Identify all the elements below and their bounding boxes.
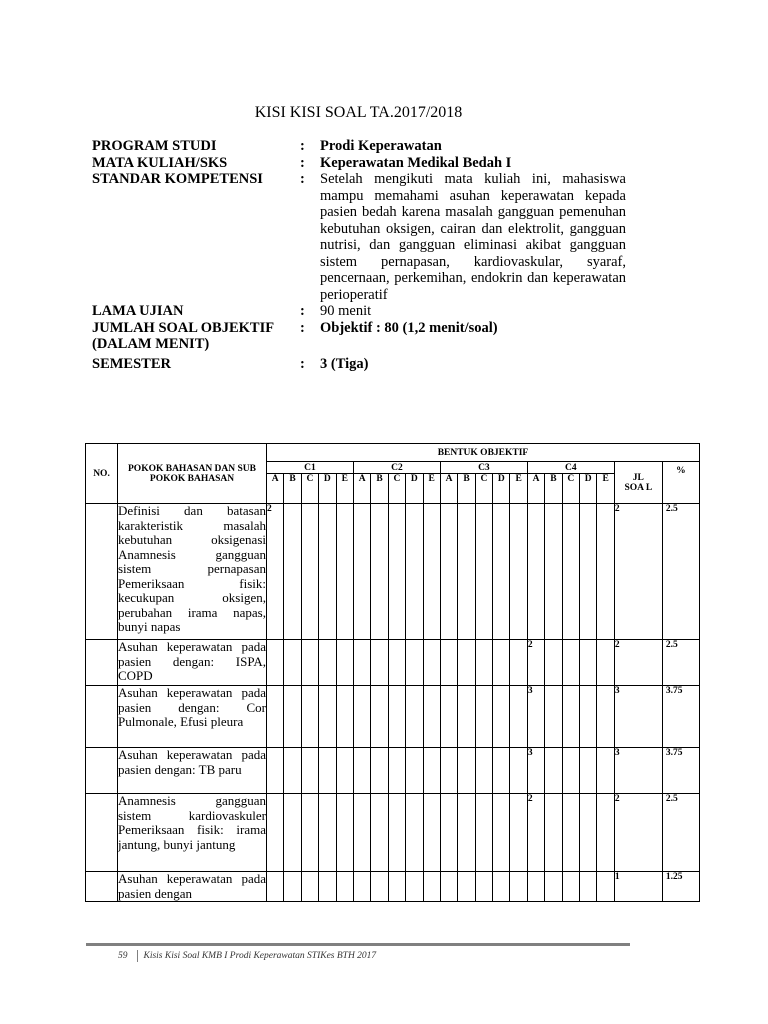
grid-cell [284,504,301,640]
row-number-cell [86,794,118,872]
grid-cell [284,748,301,794]
grid-cell [267,794,284,872]
grid-cell [371,872,388,902]
header-letter: A [440,474,457,504]
grid-cell [597,872,614,902]
grid-cell [458,794,475,872]
row-percent: 1.25 [662,872,699,902]
meta-colon: : [300,319,305,336]
grid-cell [423,794,440,872]
grid-cell [353,504,370,640]
header-letter: E [336,474,353,504]
grid-cell [423,686,440,748]
grid-cell [545,748,562,794]
meta-colon: : [300,154,305,171]
grid-cell [406,686,423,748]
row-number-cell [86,504,118,640]
table-row [86,872,700,902]
grid-cell [319,794,336,872]
grid-cell [580,748,597,794]
grid-cell [440,794,457,872]
row-percent: 3.75 [662,748,699,794]
grid-cell [440,748,457,794]
grid-cell [440,504,457,640]
meta-standar-kompetensi [92,171,626,303]
grid-cell [336,872,353,902]
grid-cell [319,748,336,794]
row-percent: 3.75 [662,686,699,748]
grid-cell [440,640,457,686]
grid-cell [597,640,614,686]
grid-cell [475,504,492,640]
grid-cell [319,640,336,686]
grid-cell [353,686,370,748]
grid-cell [562,640,579,686]
meta-value: Prodi Keperawatan [320,138,442,154]
grid-cell [597,794,614,872]
header-bentuk-objektif: BENTUK OBJEKTIF [267,444,700,462]
grid-cell [545,794,562,872]
footer-text: Kisis Kisi Soal KMB I Prodi Keperawatan STIKes BTH 2017 [143,951,377,961]
header-letter: C [301,474,318,504]
grid-cell [353,794,370,872]
grid-cell [301,504,318,640]
grid-cell [458,872,475,902]
grid-cell [475,748,492,794]
grid-cell [580,872,597,902]
header-letter: A [527,474,544,504]
row-number-cell [86,686,118,748]
meta-value: 3 (Tiga) [320,355,369,372]
grid-cell [545,872,562,902]
grid-cell [406,872,423,902]
grid-cell [562,748,579,794]
row-topic: Asuhan keperawatan pada pasien dengan: Cor Pulmonale, Efusi pleura [118,686,267,748]
grid-cell [510,794,527,872]
grid-cell [493,872,510,902]
grid-cell [597,686,614,748]
grid-cell [580,686,597,748]
grid-cell [406,794,423,872]
grid-cell [562,794,579,872]
grid-cell [423,504,440,640]
grid-cell [510,748,527,794]
grid-cell [388,794,405,872]
footer-separator [137,950,138,962]
grid-cell [319,872,336,902]
grid-cell [562,504,579,640]
grid-cell [267,640,284,686]
meta-label: MATA KULIAH/SKS [92,154,228,171]
row-jl-soal: 1 [614,872,662,902]
grid-cell [458,686,475,748]
grid-cell [423,748,440,794]
grid-cell [284,640,301,686]
grid-cell [406,640,423,686]
header-jl-soal: JL SOA L [614,462,662,504]
header-letter: B [458,474,475,504]
grid-cell [493,640,510,686]
grid-cell [388,748,405,794]
grid-cell [475,686,492,748]
grid-cell [527,872,544,902]
row-jl-soal: 3 [614,686,662,748]
meta-mata-kuliah [92,155,626,172]
header-letter: A [353,474,370,504]
exam-meta [92,138,626,372]
header-no: NO. [86,444,118,504]
grid-cell [267,748,284,794]
header-letter: E [510,474,527,504]
page-number: 59 [118,951,128,961]
meta-label: SEMESTER [92,355,171,372]
header-letter: A [267,474,284,504]
grid-cell [406,748,423,794]
row-percent: 2.5 [662,640,699,686]
header-letter: D [319,474,336,504]
meta-colon: : [300,138,305,154]
grid-cell [493,794,510,872]
header-letter: E [423,474,440,504]
row-percent: 2.5 [662,794,699,872]
header-letter: B [284,474,301,504]
meta-lama-ujian [92,303,626,320]
row-topic: Asuhan keperawatan pada pasien dengan [118,871,266,901]
header-group-c1: C1 [267,462,354,474]
grid-cell [336,794,353,872]
grid-cell [510,504,527,640]
table-row [86,686,700,748]
grid-cell [475,640,492,686]
grid-cell [301,794,318,872]
header-group-c2: C2 [353,462,440,474]
grid-cell [336,504,353,640]
header-letter: B [371,474,388,504]
meta-colon: : [300,355,305,372]
row-topic: Anamnesis gangguan sistem kardiovaskuler Pemeriksaan fisik: irama jantung, bunyi jantung [118,794,267,872]
grid-cell [336,748,353,794]
grid-cell: 2 [267,504,284,640]
grid-cell [353,872,370,902]
meta-colon: : [300,303,305,319]
row-topic: Asuhan keperawatan pada pasien dengan: ISPA, COPD [118,640,267,686]
grid-cell [597,748,614,794]
grid-cell [580,794,597,872]
grid-cell [510,640,527,686]
row-topic: Definisi dan batasan karakteristik masalah kebutuhan oksigenasi Anamnesis gangguan sistem pernapasan Pemeriksaan fisik: kecukupan oksigen, perubahan irama napas, bunyi napas [118,504,267,640]
grid-cell: 3 [527,686,544,748]
grid-cell [580,640,597,686]
row-topic: Asuhan keperawatan pada pasien dengan: TB paru [118,748,267,794]
grid-cell [353,748,370,794]
grid-cell: 3 [527,748,544,794]
meta-jumlah-soal [92,320,626,353]
header-group-c3: C3 [440,462,527,474]
meta-program-studi [92,138,626,155]
grid-cell [301,640,318,686]
grid-cell [440,872,457,902]
meta-value: Objektif : 80 (1,2 menit/soal) [320,319,498,336]
meta-label: PROGRAM STUDI [92,138,217,154]
grid-cell [562,872,579,902]
grid-cell [423,872,440,902]
header-percent: % [662,462,699,504]
grid-cell [353,640,370,686]
table-row [86,748,700,794]
grid-cell [597,504,614,640]
footer-divider [86,943,630,946]
table-row [86,640,700,686]
meta-value: Keperawatan Medikal Bedah I [320,154,512,171]
row-jl-soal: 2 [614,794,662,872]
question-grid-table [85,443,700,902]
grid-cell [267,686,284,748]
grid-cell [475,794,492,872]
meta-label: JUMLAH SOAL OBJEKTIF (DALAM MENIT) [92,319,274,352]
header-letter: D [580,474,597,504]
grid-cell [371,748,388,794]
row-number-cell [86,640,118,686]
grid-cell [527,504,544,640]
grid-cell [371,794,388,872]
header-letter: E [597,474,614,504]
row-percent: 2.5 [662,504,699,640]
header-letter: D [406,474,423,504]
header-group-c4: C4 [527,462,614,474]
grid-cell [388,686,405,748]
header-letter: C [562,474,579,504]
grid-cell [388,504,405,640]
grid-cell [284,686,301,748]
header-letter: C [475,474,492,504]
grid-cell [301,748,318,794]
grid-cell [458,504,475,640]
grid-cell [458,748,475,794]
grid-cell [388,872,405,902]
grid-cell [545,504,562,640]
grid-cell [545,640,562,686]
grid-cell [301,872,318,902]
grid-cell [493,748,510,794]
grid-cell [562,686,579,748]
grid-cell [371,686,388,748]
table-row [86,794,700,872]
meta-label: STANDAR KOMPETENSI [92,171,263,187]
grid-cell [475,872,492,902]
meta-label: LAMA UJIAN [92,303,184,319]
header-letter: B [545,474,562,504]
grid-cell [406,504,423,640]
row-number-cell [86,748,118,794]
grid-cell: 2 [527,640,544,686]
grid-cell [493,686,510,748]
document-title: KISI KISI SOAL TA.2017/2018 [254,104,463,121]
header-letter: D [493,474,510,504]
row-number-cell [86,872,118,902]
grid-cell [319,686,336,748]
grid-cell [510,686,527,748]
grid-cell [284,872,301,902]
grid-cell [371,504,388,640]
meta-colon: : [300,171,305,187]
meta-value: Setelah mengikuti mata kuliah ini, mahasiswa mampu memahami asuhan keperawatan kepada pasien bedah karena masalah gangguan pemenuhan kebutuhan oksigen, cairan dan elektrolit, gangguan nutrisi, dan gangguan eliminasi akibat gangguan sistem pernapasan, kardiovaskular, syaraf, pencernaan, perkemihan, endokrin dan keperawatan perioperatif [320,171,626,303]
grid-cell [301,686,318,748]
grid-cell: 2 [527,794,544,872]
page-footer [118,950,376,962]
grid-cell [510,872,527,902]
row-jl-soal: 3 [614,748,662,794]
grid-cell [371,640,388,686]
header-letter: C [388,474,405,504]
grid-cell [545,686,562,748]
grid-cell [580,504,597,640]
grid-cell [493,504,510,640]
grid-cell [458,640,475,686]
grid-cell [423,640,440,686]
grid-cell [319,504,336,640]
grid-cell [267,872,284,902]
grid-cell [336,640,353,686]
grid-cell [388,640,405,686]
row-jl-soal: 2 [614,504,662,640]
header-pokok-bahasan: POKOK BAHASAN DAN SUB POKOK BAHASAN [118,444,267,504]
meta-value: 90 menit [320,303,372,319]
grid-cell [336,686,353,748]
grid-cell [440,686,457,748]
row-jl-soal: 2 [614,640,662,686]
table-row [86,504,700,640]
grid-cell [284,794,301,872]
meta-semester [92,356,626,373]
